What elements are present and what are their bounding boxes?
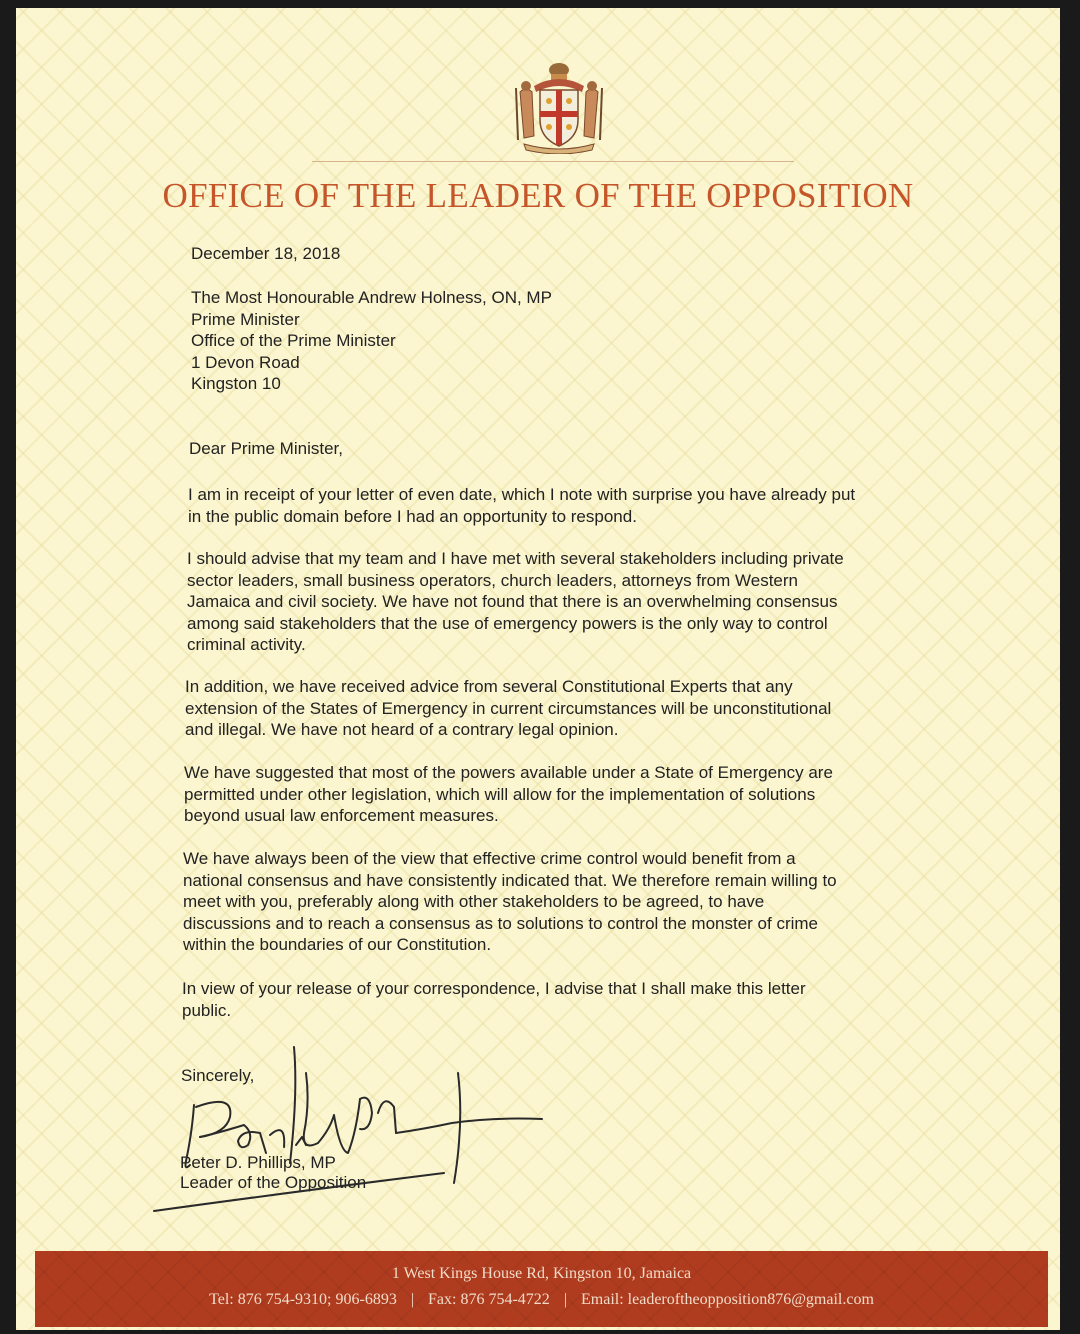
footer-fax: Fax: 876 754-4722 — [428, 1291, 550, 1308]
coat-of-arms-icon — [504, 58, 614, 154]
header-divider — [312, 161, 794, 162]
recipient-line: Prime Minister — [191, 309, 300, 329]
paragraph-line: In view of your release of your correspondence, I advise that I shall make this letter — [182, 979, 806, 998]
handwritten-signature — [134, 1033, 554, 1223]
paragraph-line: public. — [182, 1000, 232, 1020]
paragraph-line: We have suggested that most of the powers available under a State of Emergency are — [184, 763, 833, 782]
paragraph-line: extension of the States of Emergency in current circumstances will be unconstitutional — [185, 698, 832, 718]
recipient-line: The Most Honourable Andrew Holness, ON, MP — [191, 288, 552, 307]
body-paragraph — [185, 676, 831, 741]
paragraph-line: We have always been of the view that effective crime control would benefit from a — [183, 849, 796, 868]
body-paragraph — [184, 762, 833, 827]
paragraph-line: I am in receipt of your letter of even date, which I note with surprise you have already put — [188, 485, 856, 504]
paragraph-line: discussions and to reach a consensus as to solutions to control the monster of crime — [183, 913, 818, 933]
paragraph-line: criminal activity. — [187, 635, 306, 654]
body-paragraph — [188, 484, 855, 527]
salutation: Dear Prime Minister, — [189, 439, 343, 458]
body-paragraph — [183, 848, 837, 956]
footer-contact — [35, 1291, 1048, 1309]
footer-address: 1 West Kings House Rd, Kingston 10, Jamaica — [391, 1265, 692, 1282]
footer-tel: Tel: 876 754-9310; 906-6893 — [209, 1291, 397, 1308]
paragraph-line: beyond usual law enforcement measures. — [184, 806, 499, 825]
paragraph-line: national consensus and have consistently indicated that. We therefore remain willing to — [183, 870, 837, 890]
footer-separator: | — [410, 1291, 415, 1308]
signer-title: Leader of the Opposition — [180, 1173, 367, 1192]
recipient-line: 1 Devon Road — [191, 352, 300, 372]
letter-date: December 18, 2018 — [191, 244, 341, 263]
footer-email: Email: leaderoftheopposition876@gmail.com — [581, 1291, 874, 1308]
recipient-line: Kingston 10 — [191, 374, 281, 393]
recipient-line: Office of the Prime Minister — [191, 331, 396, 350]
paragraph-line: In addition, we have received advice from several Constitutional Experts that any — [185, 677, 793, 696]
recipient-address — [191, 287, 552, 395]
paragraph-line: I should advise that my team and I have met with several stakeholders including private — [187, 549, 844, 568]
office-title: OFFICE OF THE LEADER OF THE OPPOSITION — [162, 176, 914, 215]
body-paragraph — [187, 548, 844, 656]
paragraph-line: and illegal. We have not heard of a contrary legal opinion. — [185, 720, 619, 739]
letterhead-footer — [35, 1251, 1048, 1327]
footer-separator: | — [563, 1291, 568, 1308]
letterhead-page — [16, 8, 1060, 1330]
paragraph-line: Jamaica and civil society. We have not found that there is an overwhelming consensus — [187, 592, 838, 611]
paragraph-line: sector leaders, small business operators, church leaders, attorneys from Western — [187, 570, 799, 590]
paragraph-line: in the public domain before I had an opportunity to respond. — [188, 506, 637, 526]
closing: Sincerely, — [181, 1066, 255, 1085]
paragraph-line: among said stakeholders that the use of emergency powers is the only way to control — [187, 613, 828, 633]
body-paragraph — [182, 978, 806, 1021]
paragraph-line: permitted under other legislation, which will allow for the implementation of solutions — [184, 784, 816, 804]
paragraph-line: meet with you, preferably along with other stakeholders to be agreed, to have — [183, 892, 765, 911]
signer-name: Peter D. Phillips, MP — [180, 1153, 336, 1172]
paragraph-line: within the boundaries of our Constitution. — [183, 935, 492, 954]
